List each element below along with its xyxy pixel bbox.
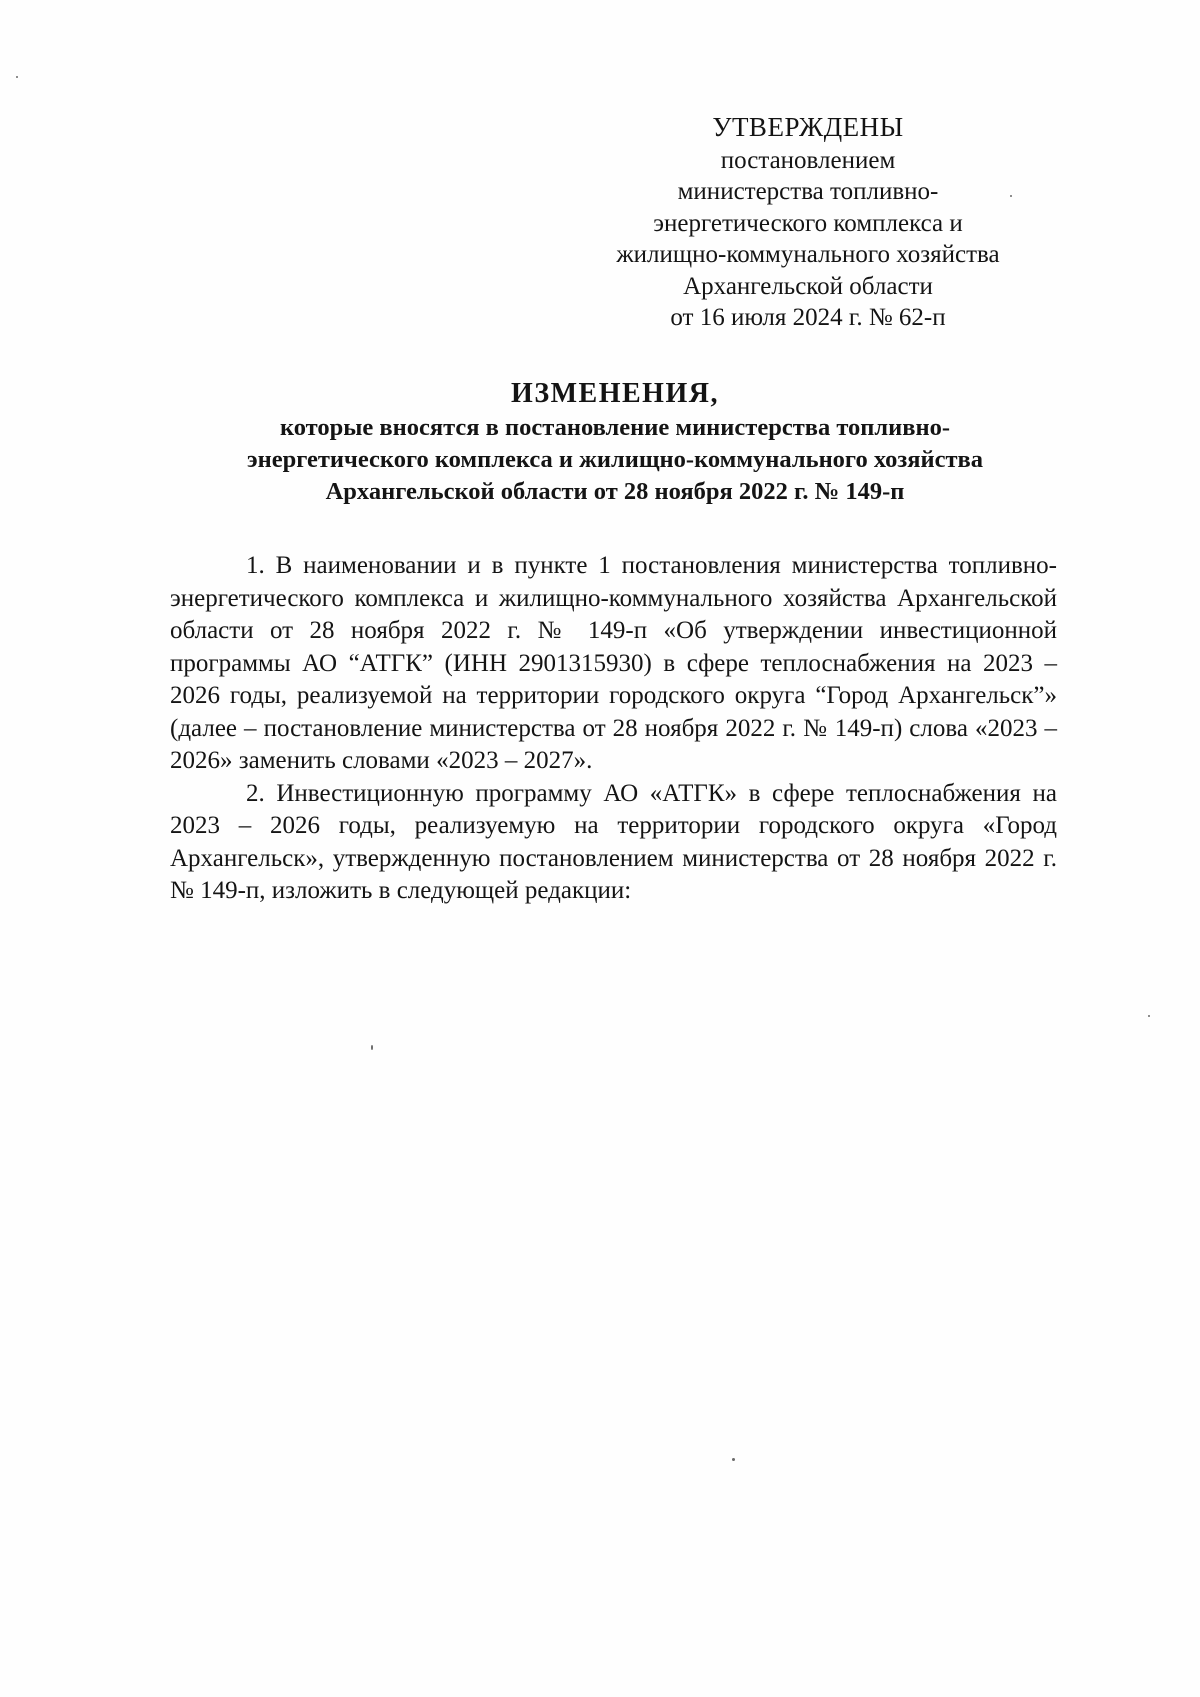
heading-subtitle-line: энергетического комплекса и жилищно-коммунального хозяйства <box>247 446 983 473</box>
paragraph-1: 1. В наименовании и в пункте 1 постановления министерства топливно-энергетического комплекса и жилищно-коммунального хозяйства Архангельской области от 28 ноября 2022 г. № 149-п «Об утверждении инвестиционной программы АО “АТГК” (ИНН 2901315930) в сфере теплоснабжения на 2023 – 2026 годы, реализуемой на территории городского округа “Город Архангельск”» (далее – постановление министерства от 28 ноября 2022 г. № 149-п) слова «2023 – 2026» заменить словами «2023 – 2027». <box>170 552 1057 774</box>
approval-title: УТВЕРЖДЕНЫ <box>712 112 904 142</box>
heading-subtitle-line: которые вносятся в постановление министерства топливно- <box>279 414 951 441</box>
approval-date-line: от 16 июля 2024 г. № 62-п <box>670 304 946 331</box>
approval-line: министерства топливно- <box>677 178 939 205</box>
scan-speck <box>1010 195 1012 197</box>
document-heading <box>165 376 1065 508</box>
scan-speck <box>1148 1015 1150 1017</box>
approval-line: Архангельской области <box>683 272 933 300</box>
approval-line: постановлением <box>720 146 896 174</box>
heading-title: ИЗМЕНЕНИЯ, <box>511 378 719 409</box>
approval-line: жилищно-коммунального хозяйства <box>616 241 1000 268</box>
approval-line: энергетического комплекса и <box>653 209 963 237</box>
approval-stamp-block <box>598 112 1018 334</box>
scan-speck <box>732 1458 735 1461</box>
document-body <box>170 550 1057 908</box>
heading-subtitle-line: Архангельской области от 28 ноября 2022 г. № 149-п <box>325 478 905 505</box>
scan-speck <box>371 1045 373 1050</box>
paragraph-2: 2. Инвестиционную программу АО «АТГК» в сфере теплоснабжения на 2023 – 2026 годы, реализуемую на территории городского округа «Город Архангельск», утвержденную постановлением министерства от 28 ноября 2022 г. № 149-п, изложить в следующей редакции: <box>170 779 1057 904</box>
scan-speck <box>16 76 18 78</box>
